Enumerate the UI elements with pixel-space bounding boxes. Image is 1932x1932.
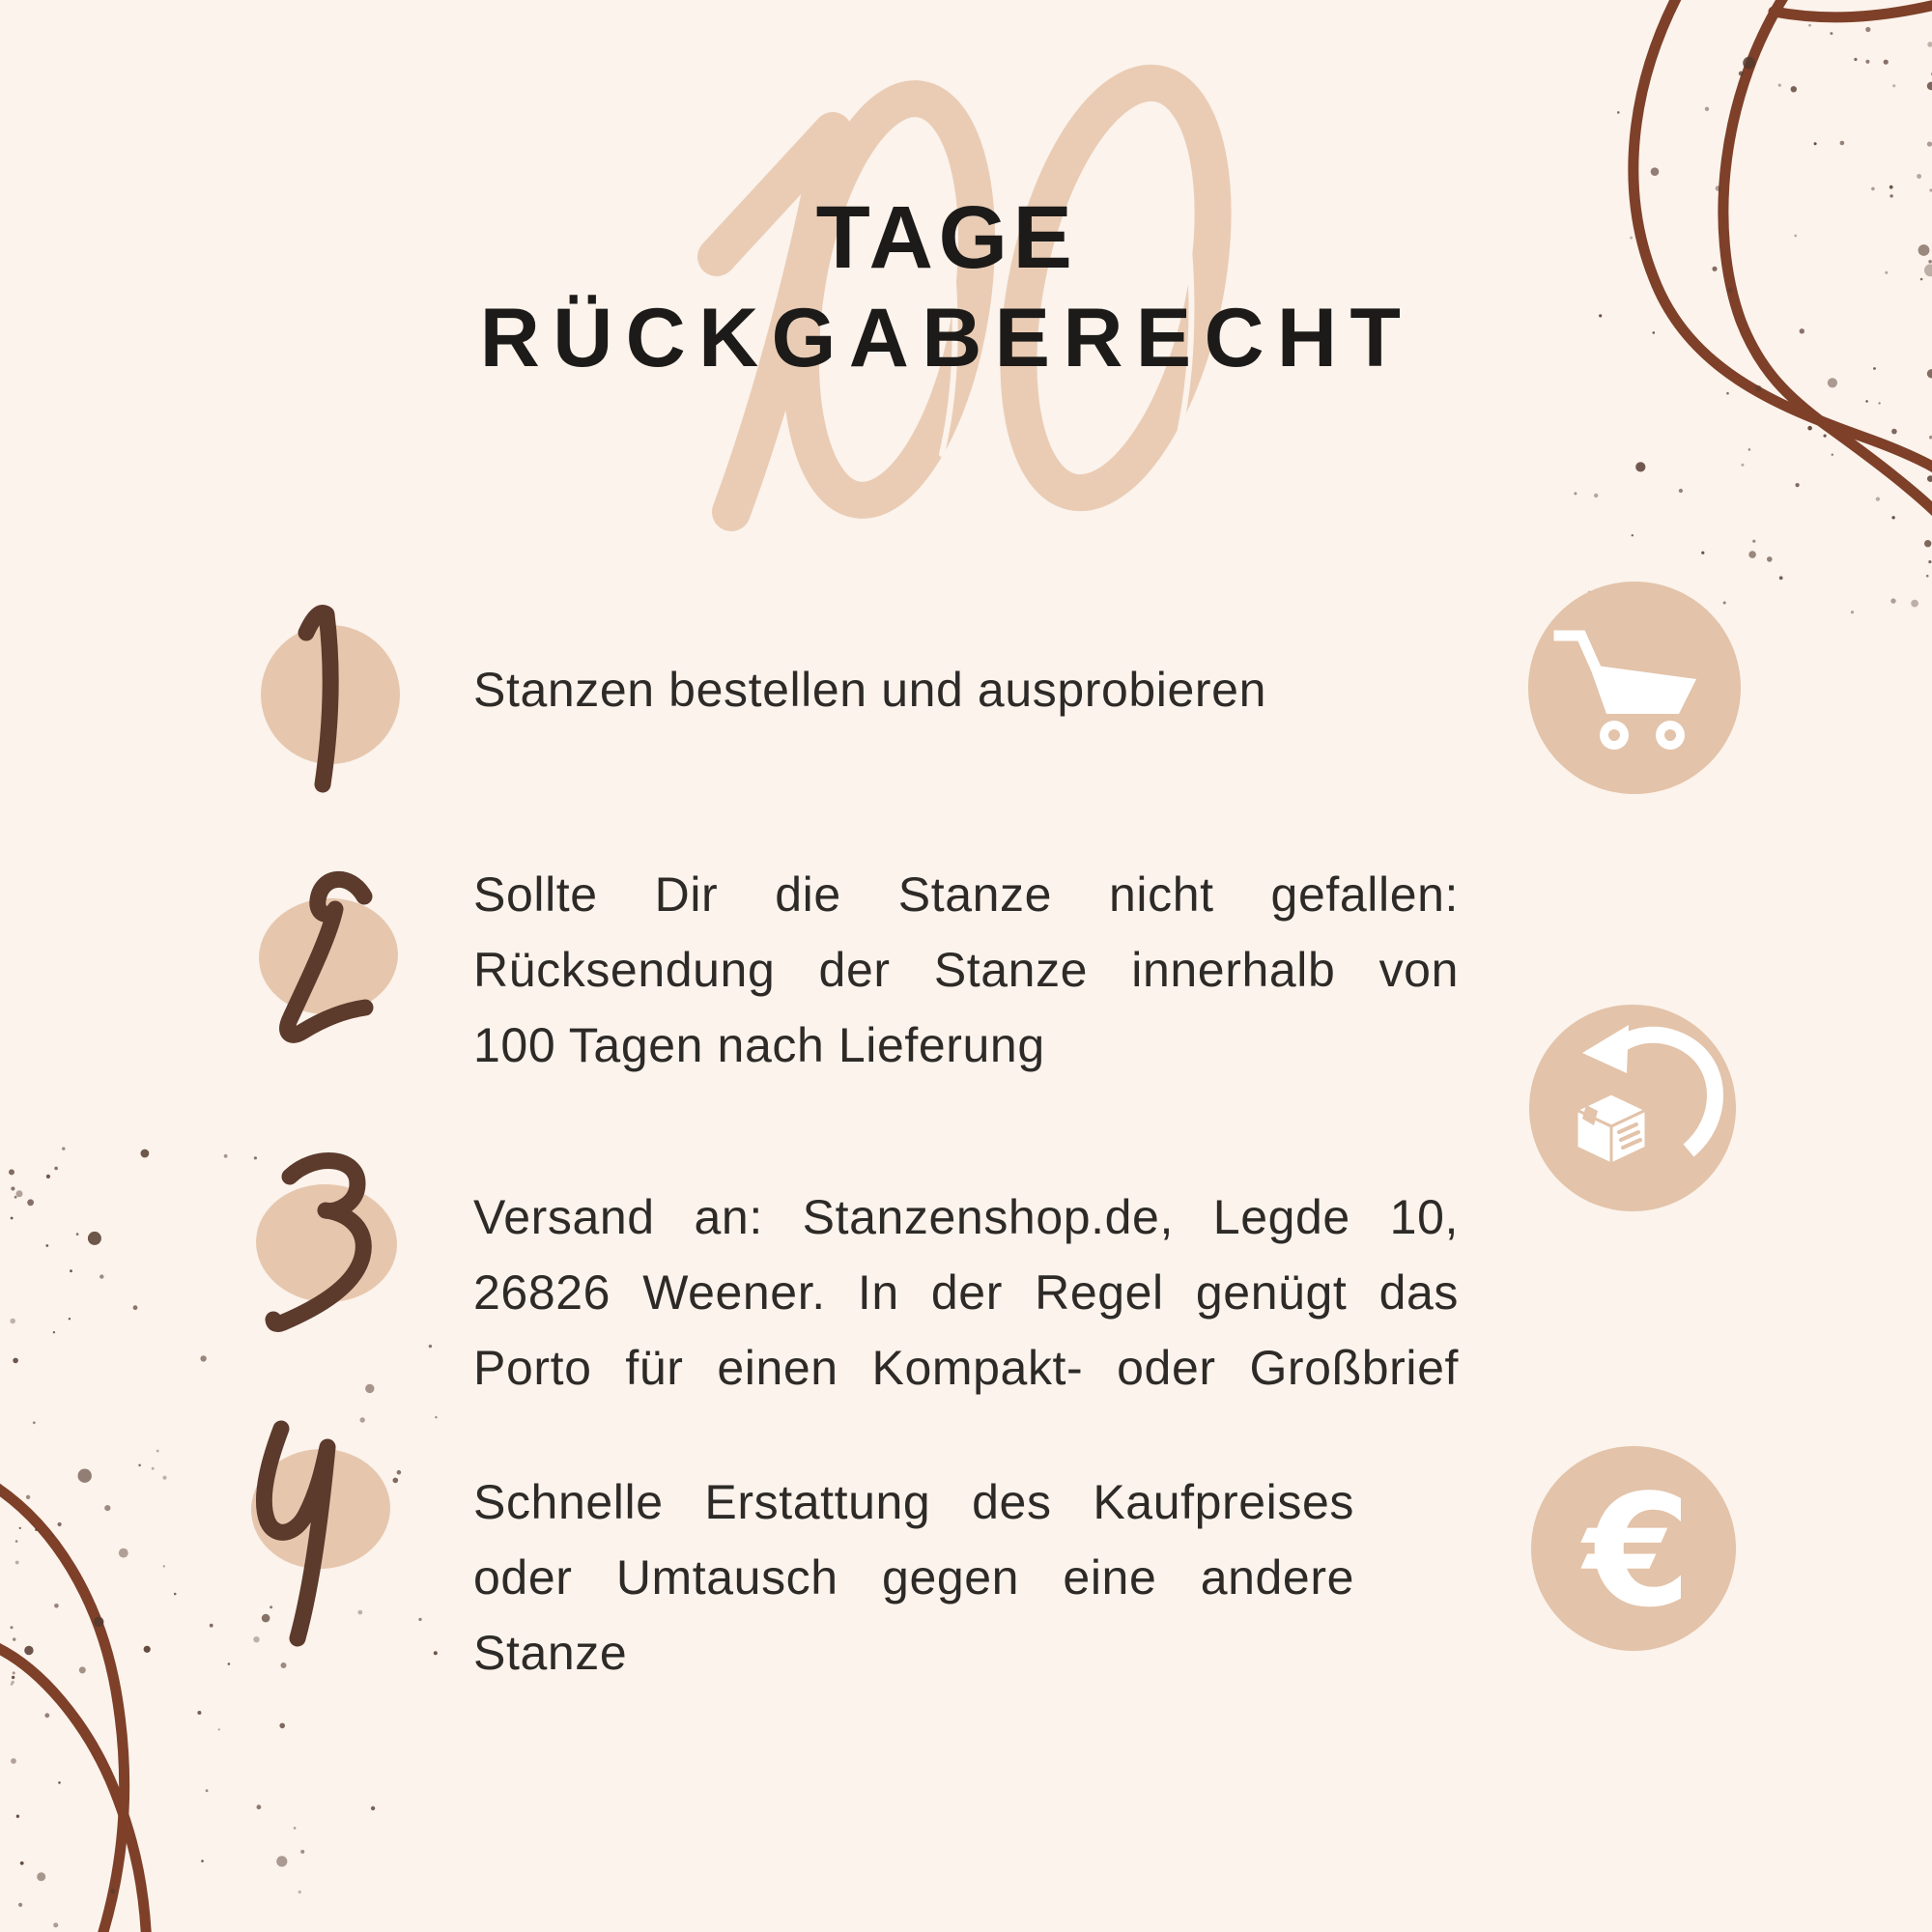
speckle-dot xyxy=(1927,475,1932,482)
speckle-dot xyxy=(76,1233,79,1236)
speckle-dot xyxy=(1599,314,1602,317)
speckle-dot xyxy=(138,1464,141,1467)
speckle-dot xyxy=(141,1150,150,1158)
speckle-dot xyxy=(1701,552,1704,554)
speckle-dot xyxy=(1884,60,1889,65)
speckle-dot xyxy=(119,1548,128,1558)
step1-text xyxy=(473,652,1449,727)
speckle-dot xyxy=(201,1860,204,1862)
speckle-dot xyxy=(1752,540,1755,543)
speckle-dot xyxy=(1885,271,1888,274)
speckle-dot xyxy=(1632,534,1634,536)
speckle-dot xyxy=(1767,556,1773,562)
speckle-dot xyxy=(393,1478,399,1484)
speckle-dot xyxy=(58,1522,62,1526)
speckle-dot xyxy=(435,1416,437,1418)
speckle-dot xyxy=(163,1565,165,1567)
speckle-dot xyxy=(10,1319,15,1324)
speckle-dot xyxy=(253,1636,259,1642)
speckle-dot xyxy=(1726,392,1729,395)
speckle-dot xyxy=(16,1815,19,1818)
speckle-dot xyxy=(200,1355,206,1361)
speckle-dot xyxy=(206,1789,209,1792)
speckle-dot xyxy=(19,1527,21,1529)
speckle-dot xyxy=(1876,497,1880,501)
speckle-dot xyxy=(1878,402,1880,404)
speckle-dot xyxy=(69,1318,71,1320)
return-box-icon xyxy=(1529,1005,1736,1211)
speckle-dot xyxy=(1828,378,1837,387)
step3-blob xyxy=(253,1180,400,1305)
speckle-dot xyxy=(16,1190,23,1197)
speckle-dot xyxy=(1794,235,1797,238)
speckle-dot xyxy=(270,1605,272,1608)
speckle-dot xyxy=(15,1540,18,1543)
speckle-dot xyxy=(1832,454,1833,456)
speckle-dot xyxy=(434,1651,438,1655)
speckle-dot xyxy=(1927,369,1932,378)
speckle-dot xyxy=(1871,187,1875,191)
speckle-dot xyxy=(13,1358,18,1364)
euro-icon xyxy=(1531,1446,1736,1651)
speckle-dot xyxy=(210,1624,213,1628)
speckle-dot xyxy=(197,1711,201,1715)
speckle-dot xyxy=(1743,57,1755,70)
speckle-dot xyxy=(20,1861,24,1865)
speckle-dot xyxy=(1712,267,1717,271)
speckle-dot xyxy=(27,1199,34,1206)
speckle-dot xyxy=(298,1890,301,1893)
speckle-dot xyxy=(365,1384,374,1393)
speckle-dot xyxy=(1779,576,1783,580)
speckle-dot xyxy=(1891,429,1897,435)
speckle-dot xyxy=(1653,331,1656,334)
step-text-line: Stanze xyxy=(473,1626,628,1680)
title-line-rueckgaberecht: RÜCKGABERECHT xyxy=(479,292,1414,384)
speckle-dot xyxy=(1927,82,1932,90)
speckle-dot xyxy=(1705,107,1709,111)
euro-symbol: € xyxy=(1583,1461,1691,1641)
speckle-dot xyxy=(11,1626,14,1629)
speckle-dot xyxy=(1865,60,1869,64)
speckle-dot xyxy=(24,1646,33,1655)
speckle-dot xyxy=(1748,551,1756,558)
step-text-line: Porto für einen Kompakt- oder Großbrief xyxy=(473,1341,1459,1395)
speckle-dot xyxy=(1911,600,1918,608)
speckle-dot xyxy=(35,1528,38,1531)
speckle-dot xyxy=(1928,560,1931,563)
speckle-dot xyxy=(53,1331,55,1333)
speckle-dot xyxy=(12,1676,14,1679)
speckle-dot xyxy=(1920,278,1923,281)
speckle-dot xyxy=(1594,494,1598,497)
speckle-dot xyxy=(1635,462,1645,471)
speckle-dot xyxy=(1800,328,1804,333)
speckle-dot xyxy=(1796,483,1800,487)
speckle-dot xyxy=(174,1593,177,1596)
speckle-dot xyxy=(94,1617,104,1628)
speckle-dot xyxy=(1630,237,1633,240)
speckle-dot xyxy=(357,1610,362,1615)
speckle-dot xyxy=(1917,174,1921,179)
speckle-dot xyxy=(79,1666,86,1673)
speckle-dot xyxy=(1778,84,1781,87)
speckle-dot xyxy=(13,1671,15,1674)
speckle-dot xyxy=(14,1196,17,1199)
speckle-dot xyxy=(1727,287,1733,293)
speckle-dot xyxy=(70,1269,72,1272)
speckle-dot xyxy=(257,1804,262,1809)
speckle-dot xyxy=(1840,141,1845,146)
speckle-dot xyxy=(1574,492,1577,495)
speckle-dot xyxy=(276,1856,287,1866)
speckle-dot xyxy=(224,1154,228,1158)
speckle-dot xyxy=(1739,71,1744,76)
speckle-dot xyxy=(104,1505,110,1511)
step2-text xyxy=(473,857,1459,1083)
speckle-dot xyxy=(1791,86,1797,92)
speckle-dot xyxy=(37,1872,45,1881)
speckle-dot xyxy=(1808,24,1811,27)
speckle-dot xyxy=(62,1147,65,1150)
brush-number-100 xyxy=(717,66,1246,513)
speckle-dot xyxy=(51,1534,54,1537)
speckle-dot xyxy=(1755,385,1762,392)
speckle-dot xyxy=(1814,142,1817,145)
speckle-dot xyxy=(1679,489,1683,493)
cart-icon xyxy=(1528,582,1741,794)
speckle-dot xyxy=(44,1713,49,1718)
speckle-dot xyxy=(78,1469,92,1483)
title-line-tage: TAGE xyxy=(815,188,1078,287)
speckle-dot xyxy=(262,1614,270,1623)
speckle-dot xyxy=(133,1305,138,1310)
speckle-dot xyxy=(11,1186,14,1190)
speckle-dot xyxy=(1807,426,1812,431)
speckle-dot xyxy=(1830,32,1833,35)
speckle-dot xyxy=(1617,111,1620,114)
step4-text xyxy=(473,1464,1354,1690)
step-text-line: Stanzen bestellen und ausprobieren xyxy=(473,663,1266,717)
speckle-dot xyxy=(13,1637,15,1640)
speckle-dot xyxy=(33,1421,36,1424)
brush-digit-0b xyxy=(985,66,1246,511)
speckle-dot xyxy=(45,1244,48,1247)
speckle-dot xyxy=(1889,194,1892,197)
speckle-dot xyxy=(1924,264,1932,276)
speckle-dot xyxy=(88,1232,101,1245)
speckle-dot xyxy=(1891,516,1894,519)
speckle-dot xyxy=(54,1604,59,1608)
speckle-dot xyxy=(418,1618,421,1621)
step-text-line: 100 Tagen nach Lieferung xyxy=(473,1018,1045,1072)
speckle-dot xyxy=(58,1781,61,1784)
speckle-dot xyxy=(1651,167,1660,176)
speckle-dot xyxy=(360,1417,365,1422)
speckle-dot xyxy=(15,1561,19,1565)
speckles-top-right xyxy=(1574,24,1932,633)
speckle-dot xyxy=(1824,435,1827,438)
speckle-dot xyxy=(1851,611,1854,613)
speckle-dot xyxy=(1928,260,1932,264)
step-text-line: Rücksendung der Stanze innerhalb von xyxy=(473,943,1459,997)
speckle-dot xyxy=(26,1495,30,1499)
speckle-dot xyxy=(218,1728,220,1730)
step-text-line: Schnelle Erstattung des Kaufpreises xyxy=(473,1475,1354,1529)
speckle-dot xyxy=(11,1758,16,1764)
speckle-dot xyxy=(46,1175,50,1179)
speckle-dot xyxy=(1927,42,1932,47)
speckle-dot xyxy=(228,1662,231,1665)
speckle-dot xyxy=(1723,602,1726,605)
speckle-dot xyxy=(152,1467,155,1470)
speckle-dot xyxy=(429,1345,432,1348)
speckle-dot xyxy=(156,1450,159,1453)
speckle-dot xyxy=(1918,244,1930,256)
speckle-dot xyxy=(300,1850,304,1854)
speckle-dot xyxy=(294,1827,297,1830)
step3-text xyxy=(473,1179,1459,1406)
speckle-dot xyxy=(1741,464,1744,467)
speckle-dot xyxy=(1748,448,1751,451)
speckle-dot xyxy=(1873,367,1876,370)
speckle-dot xyxy=(99,1274,103,1278)
speckle-dot xyxy=(18,1903,22,1907)
speckle-dot xyxy=(110,1889,115,1893)
speckle-dot xyxy=(1865,27,1870,32)
speckle-dot xyxy=(11,1217,14,1220)
speckle-dot xyxy=(281,1662,287,1668)
speckle-dot xyxy=(254,1156,257,1159)
speckle-dot xyxy=(1927,142,1932,147)
speckle-dot xyxy=(1926,575,1929,578)
step-text-line: oder Umtausch gegen eine andere xyxy=(473,1550,1354,1605)
step-text-line: 26826 Weener. In der Regel genügt das xyxy=(473,1265,1459,1320)
speckle-dot xyxy=(397,1470,402,1475)
speckle-dot xyxy=(9,1169,14,1175)
step-text-line: Sollte Dir die Stanze nicht gefallen: xyxy=(473,867,1459,922)
speckle-dot xyxy=(53,1922,58,1927)
speckle-dot xyxy=(1892,84,1895,87)
speckle-dot xyxy=(54,1167,58,1171)
speckle-dot xyxy=(1854,58,1857,61)
speckle-dot xyxy=(162,1476,166,1480)
speckle-dot xyxy=(279,1723,285,1729)
corner-lines-top-right xyxy=(1634,0,1932,524)
step-text-line: Versand an: Stanzenshop.de, Legde 10, xyxy=(473,1190,1459,1244)
speckle-dot xyxy=(1865,400,1868,403)
speckle-dot xyxy=(1890,598,1895,603)
speckle-dot xyxy=(1716,185,1721,191)
speckle-dot xyxy=(371,1806,375,1810)
speckle-dot xyxy=(144,1646,151,1653)
speckle-dot xyxy=(11,1683,14,1686)
speckle-dot xyxy=(1924,540,1931,547)
speckle-dot xyxy=(1889,185,1893,189)
